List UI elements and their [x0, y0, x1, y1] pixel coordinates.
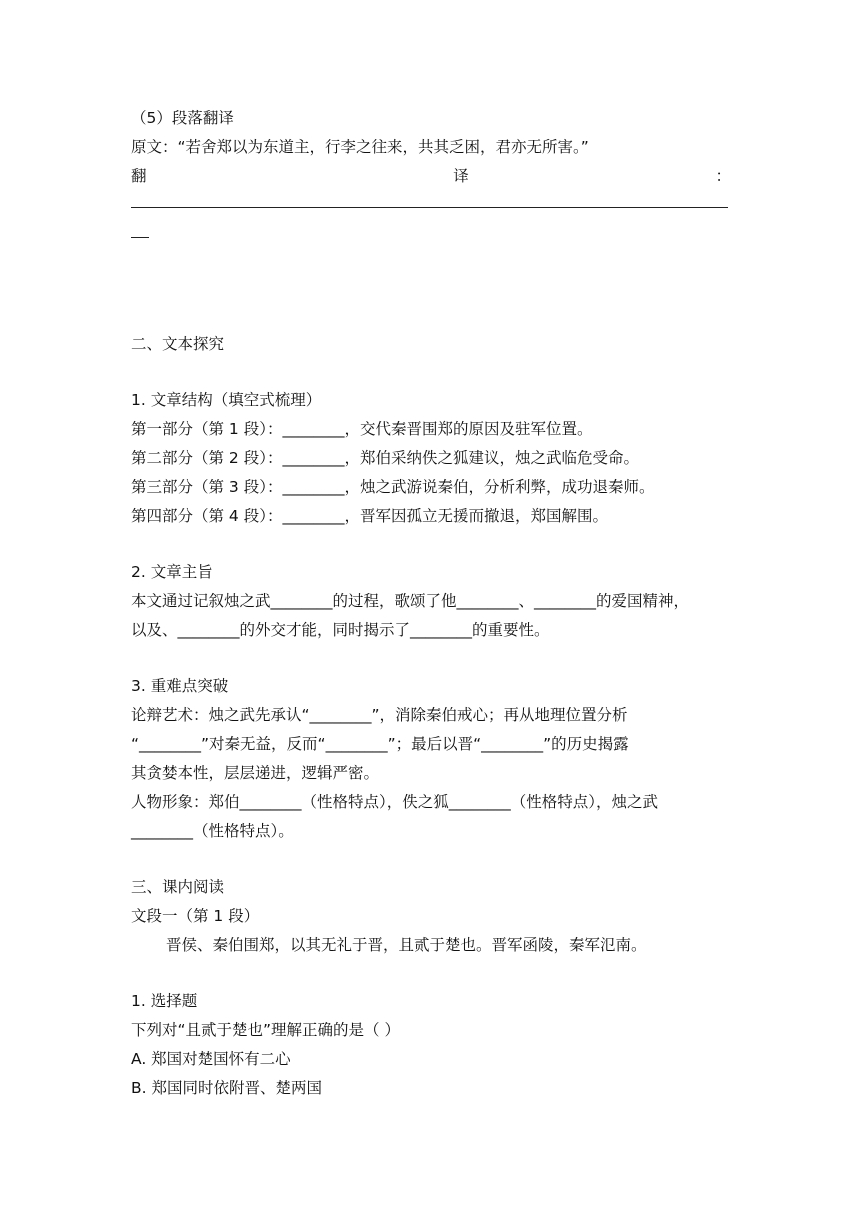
passage-label: 文段一（第 1 段）	[131, 907, 260, 925]
rhetoric-line-1: 论辩艺术：烛之武先承认“________”，消除秦伯戒心；再从地理位置分析	[131, 706, 628, 724]
passage-text: 晋侯、秦伯围郑，以其无礼于晋，且贰于楚也。晋军函陵，秦军氾南。	[166, 936, 647, 954]
rhetoric-line-2: “________”对秦无益，反而“________”；最后以晋“________”的历史揭露	[131, 735, 629, 753]
structure-line-1: 第一部分（第 1 段）：________，交代秦晋围郑的原因及驻军位置。	[131, 420, 593, 438]
structure-line-3: 第三部分（第 3 段）：________，烛之武游说秦伯，分析利弊，成功退秦师。	[131, 478, 655, 496]
section-2-title: 二、文本探究	[131, 335, 225, 353]
answer-blank-line-tail	[131, 237, 149, 238]
translation-heading: （5）段落翻译	[131, 109, 234, 127]
translation-label-char-2: 译	[453, 167, 469, 185]
option-b: B. 郑国同时依附晋、楚两国	[131, 1079, 322, 1097]
answer-blank-line	[131, 207, 728, 208]
theme-line-2: 以及、________的外交才能，同时揭示了________的重要性。	[131, 621, 550, 639]
q1-title: 1. 文章结构（填空式梳理）	[131, 391, 322, 409]
q2-title: 2. 文章主旨	[131, 563, 213, 581]
section-3-title: 三、课内阅读	[131, 878, 225, 896]
translation-label-colon: ：	[715, 167, 731, 185]
option-a: A. 郑国对楚国怀有二心	[131, 1050, 291, 1068]
original-text: 原文：“若舍郑以为东道主，行李之往来，共其乏困，君亦无所害。”	[131, 138, 589, 156]
q3-title: 3. 重难点突破	[131, 677, 229, 695]
character-line-1: 人物形象：郑伯________（性格特点），佚之狐________（性格特点），烛之武	[131, 793, 659, 811]
theme-line-1: 本文通过记叙烛之武________的过程，歌颂了他________、________的爱国精神，	[131, 592, 690, 610]
translation-label-row	[131, 166, 731, 186]
character-line-2: ________（性格特点）。	[131, 822, 294, 840]
choice-question-title: 1. 选择题	[131, 992, 198, 1010]
choice-question-stem: 下列对“且贰于楚也”理解正确的是（ ）	[131, 1021, 400, 1039]
rhetoric-line-3: 其贪婪本性，层层递进，逻辑严密。	[131, 764, 380, 782]
translation-label-char-1: 翻	[131, 167, 147, 185]
structure-line-4: 第四部分（第 4 段）：________，晋军因孤立无援而撤退，郑国解围。	[131, 507, 608, 525]
structure-line-2: 第二部分（第 2 段）：________，郑伯采纳佚之狐建议，烛之武临危受命。	[131, 449, 639, 467]
